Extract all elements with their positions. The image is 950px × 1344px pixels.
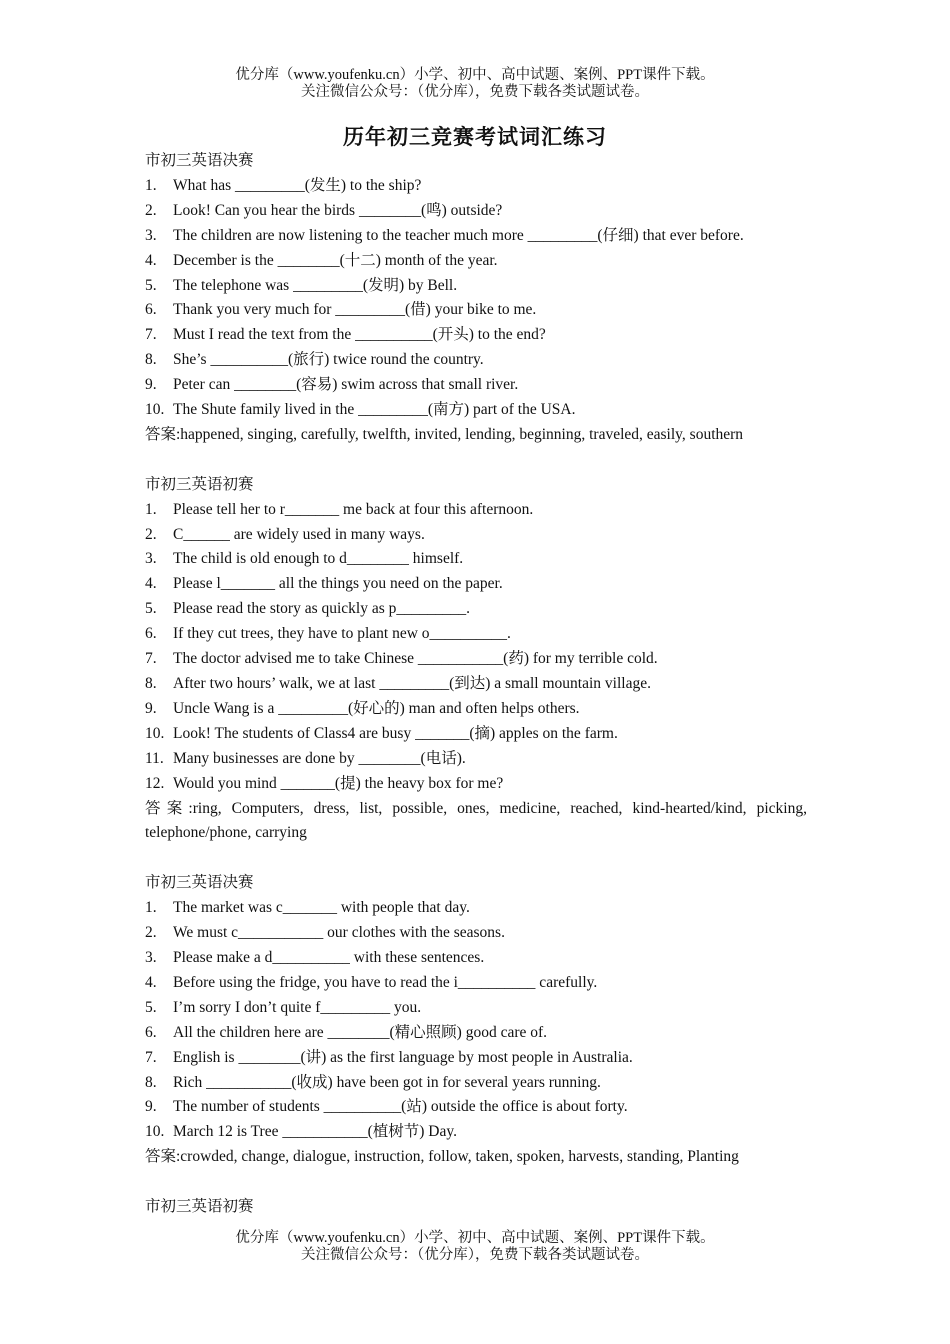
question-number: 3. [145, 948, 157, 966]
question-text: The children are now listening to the teacher much more _________(仔细) that ever before. [173, 226, 744, 244]
question-number: 6. [145, 1023, 157, 1041]
question-text: Look! The students of Class4 are busy _______(摘) apples on the farm. [173, 724, 618, 742]
question-number: 1. [145, 500, 157, 518]
question-number: 10. [145, 1123, 165, 1141]
question-number: 12. [145, 774, 165, 792]
question-number: 8. [145, 351, 157, 369]
question-text: What has _________(发生) to the ship? [173, 176, 422, 194]
question-text: Look! Can you hear the birds ________(鸣) outside? [173, 201, 503, 219]
question-item [145, 971, 807, 996]
document-title: 历年初三竞赛考试词汇练习 [343, 124, 607, 149]
section-spacer [145, 448, 807, 473]
question-text: C______ are widely used in many ways. [173, 525, 425, 543]
footer-line-2: 关注微信公众号：（优分库），免费下载各类试题试卷。 [301, 1247, 649, 1263]
header-line-1: 优分库（www.youfenku.cn）小学、初中、高中试题、案例、PPT课件下载。 [235, 67, 715, 83]
question-item [145, 672, 807, 697]
question-item [145, 996, 807, 1021]
question-number: 9. [145, 376, 157, 394]
exercise-section [145, 473, 807, 871]
answer-key: 答案:ring, Computers, dress, list, possible, ones, medicine, reached, kind-hearted/kind, picking, telephone/phone, carrying [145, 799, 807, 842]
question-text: After two hours’ walk, we at last _________(到达) a small mountain village. [173, 675, 651, 693]
trailing-section-heading: 市初三英语初赛 [145, 1198, 254, 1216]
question-text: Many businesses are done by ________(电话). [173, 749, 466, 767]
question-item [145, 274, 807, 299]
section-heading: 市初三英语决赛 [145, 152, 254, 169]
section-heading: 市初三英语决赛 [145, 874, 254, 892]
question-text: Must I read the text from the __________(开头) to the end? [173, 326, 546, 344]
question-item [145, 722, 807, 747]
question-number: 3. [145, 550, 157, 568]
question-item [145, 597, 807, 622]
question-text: The Shute family lived in the _________(南方) part of the USA. [173, 401, 576, 419]
page-header [0, 67, 950, 101]
question-item [145, 199, 807, 224]
exercise-sections [145, 149, 807, 1195]
question-text: Before using the fridge, you have to read the i__________ carefully. [173, 973, 598, 991]
question-number: 4. [145, 973, 157, 991]
question-text: Please make a d__________ with these sentences. [173, 948, 485, 966]
question-number: 10. [145, 724, 165, 742]
footer-line-1: 优分库（www.youfenku.cn）小学、初中、高中试题、案例、PPT课件下载。 [235, 1230, 715, 1246]
question-text: December is the ________(十二) month of the year. [173, 251, 498, 269]
question-item [145, 298, 807, 323]
question-text: I’m sorry I don’t quite f_________ you. [173, 998, 422, 1016]
question-text: The child is old enough to d________ himself. [173, 550, 464, 568]
question-item [145, 622, 807, 647]
question-number: 8. [145, 1073, 157, 1091]
question-item [145, 1095, 807, 1120]
question-text: The number of students __________(站) outside the office is about forty. [173, 1098, 628, 1116]
question-text: The market was c_______ with people that day. [173, 899, 470, 917]
question-item [145, 1120, 807, 1145]
question-item [145, 1021, 807, 1046]
question-text: Uncle Wang is a _________(好心的) man and often helps others. [173, 699, 580, 717]
question-item [145, 323, 807, 348]
question-item [145, 224, 807, 249]
question-item [145, 547, 807, 572]
question-number: 6. [145, 625, 157, 643]
question-number: 5. [145, 276, 157, 294]
question-item [145, 921, 807, 946]
question-number: 10. [145, 401, 165, 419]
question-number: 8. [145, 675, 157, 693]
question-text: Please l_______ all the things you need on the paper. [173, 575, 503, 593]
question-item [145, 249, 807, 274]
section-heading: 市初三英语初赛 [145, 475, 254, 493]
question-item [145, 572, 807, 597]
question-number: 3. [145, 226, 157, 244]
question-text: Thank you very much for _________(借) your bike to me. [173, 301, 537, 319]
answer-key: 答案:happened, singing, carefully, twelfth, invited, lending, beginning, traveled, easily, southern [145, 425, 744, 443]
question-text: If they cut trees, they have to plant new o__________. [173, 625, 511, 643]
exercise-section [145, 871, 807, 1195]
question-item [145, 348, 807, 373]
question-text: Please read the story as quickly as p_________. [173, 600, 471, 618]
question-number: 9. [145, 699, 157, 717]
question-number: 5. [145, 998, 157, 1016]
question-text: Peter can ________(容易) swim across that small river. [173, 376, 519, 394]
question-number: 2. [145, 525, 157, 543]
question-item [145, 498, 807, 523]
header-line-2: 关注微信公众号：（优分库），免费下载各类试题试卷。 [301, 84, 649, 100]
answer-key: 答案:crowded, change, dialogue, instruction, follow, taken, spoken, harvests, standing, Planting [145, 1148, 739, 1166]
question-item [145, 697, 807, 722]
question-text: All the children here are ________(精心照顾) good care of. [173, 1023, 548, 1041]
question-text: The telephone was _________(发明) by Bell. [173, 276, 458, 294]
question-number: 5. [145, 600, 157, 618]
question-number: 1. [145, 176, 157, 194]
document-body [145, 149, 807, 1220]
question-item [145, 1071, 807, 1096]
question-item [145, 747, 807, 772]
question-item [145, 647, 807, 672]
question-item [145, 1046, 807, 1071]
question-text: We must c___________ our clothes with the seasons. [173, 924, 505, 942]
question-item [145, 174, 807, 199]
question-text: March 12 is Tree ___________(植树节) Day. [173, 1123, 457, 1141]
question-text: Would you mind _______(提) the heavy box for me? [173, 774, 504, 792]
question-text: Please tell her to r_______ me back at four this afternoon. [173, 500, 534, 518]
page-footer [0, 1230, 950, 1264]
question-item [145, 896, 807, 921]
question-number: 4. [145, 575, 157, 593]
question-item [145, 946, 807, 971]
question-item [145, 772, 807, 797]
question-number: 7. [145, 1048, 157, 1066]
question-text: English is ________(讲) as the first language by most people in Australia. [173, 1048, 633, 1066]
question-number: 1. [145, 899, 157, 917]
question-number: 2. [145, 201, 157, 219]
question-number: 7. [145, 650, 157, 668]
question-text: Rich ___________(收成) have been got in for several years running. [173, 1073, 601, 1091]
question-number: 4. [145, 251, 157, 269]
question-text: The doctor advised me to take Chinese ___________(药) for my terrible cold. [173, 650, 658, 668]
question-number: 11. [145, 749, 164, 767]
question-item [145, 373, 807, 398]
question-number: 7. [145, 326, 157, 344]
question-text: She’s __________(旅行) twice round the country. [173, 351, 484, 369]
question-item [145, 523, 807, 548]
question-number: 2. [145, 924, 157, 942]
question-item [145, 398, 807, 423]
question-number: 9. [145, 1098, 157, 1116]
exercise-section [145, 149, 807, 473]
question-number: 6. [145, 301, 157, 319]
section-spacer [145, 846, 807, 871]
section-spacer [145, 1170, 807, 1195]
